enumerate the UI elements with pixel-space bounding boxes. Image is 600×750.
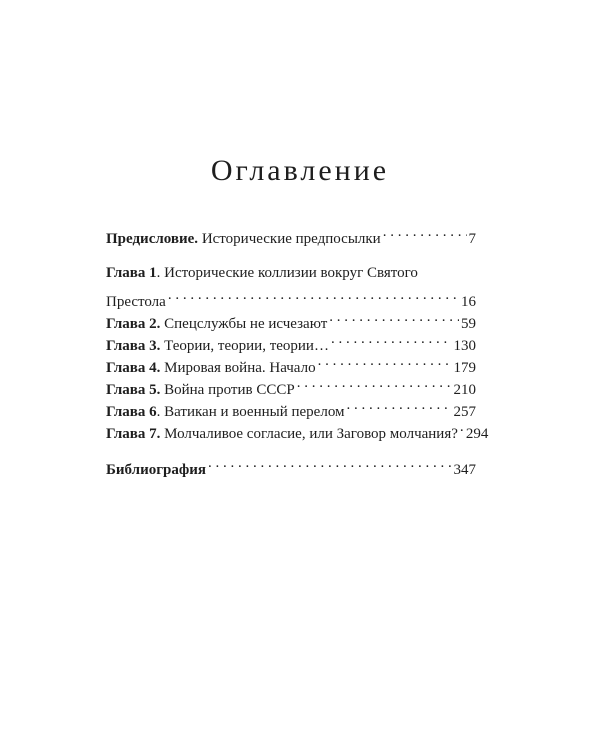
toc-entry-label: Глава 5. Война против СССР [106,382,295,398]
toc-entry-label: Глава 7. Молчаливое согласие, или Заговор молчания? [106,426,458,442]
toc-page-number: 294 [465,426,489,442]
toc-entry-label: Библиография [106,462,207,478]
toc-page-number: 59 [461,316,476,332]
toc-entry-preface[interactable] [106,221,476,247]
toc-preface-block [106,221,476,247]
toc-chapters-block [106,262,489,442]
toc-entry-label: Глава 2. Спецслужбы не исчезают [106,316,328,332]
page-title: Оглавление [210,154,390,187]
toc-entry-label: Глава 6. Ватикан и военный перелом [106,404,345,420]
toc-leader-dots [329,306,459,328]
toc-leader-dots [168,284,459,306]
toc-page-number: 130 [453,338,476,354]
toc-page-number: 210 [453,382,476,398]
toc-leader-dots [347,394,452,416]
toc-page-number: 16 [461,294,476,310]
toc-leader-dots [297,372,452,394]
toc-bibliography-block [106,452,476,478]
toc-entry-label: Престола [106,294,166,310]
toc-leader-dots [383,221,467,243]
toc-entry-chapter-1-line2[interactable] [106,284,476,310]
toc-entry-bibliography[interactable] [106,452,476,478]
toc-leader-dots [318,350,452,372]
toc-page-number: 7 [468,231,476,247]
toc-entry-label: Предисловие. Исторические предпосылки [106,231,381,247]
toc-leader-dots [460,416,464,438]
toc-leader-dots [208,452,451,474]
toc-page-number: 347 [453,462,476,478]
toc-entry-label: Глава 3. Теории, теории, теории… [106,338,329,354]
toc-page-number: 179 [453,360,476,376]
toc-leader-dots [331,328,452,350]
toc-page-number: 257 [453,404,476,420]
toc-entry-chapter-1-line1[interactable]: Глава 1. Исторические коллизии вокруг Святого [106,265,418,281]
toc-entry-label: Глава 4. Мировая война. Начало [106,360,316,376]
